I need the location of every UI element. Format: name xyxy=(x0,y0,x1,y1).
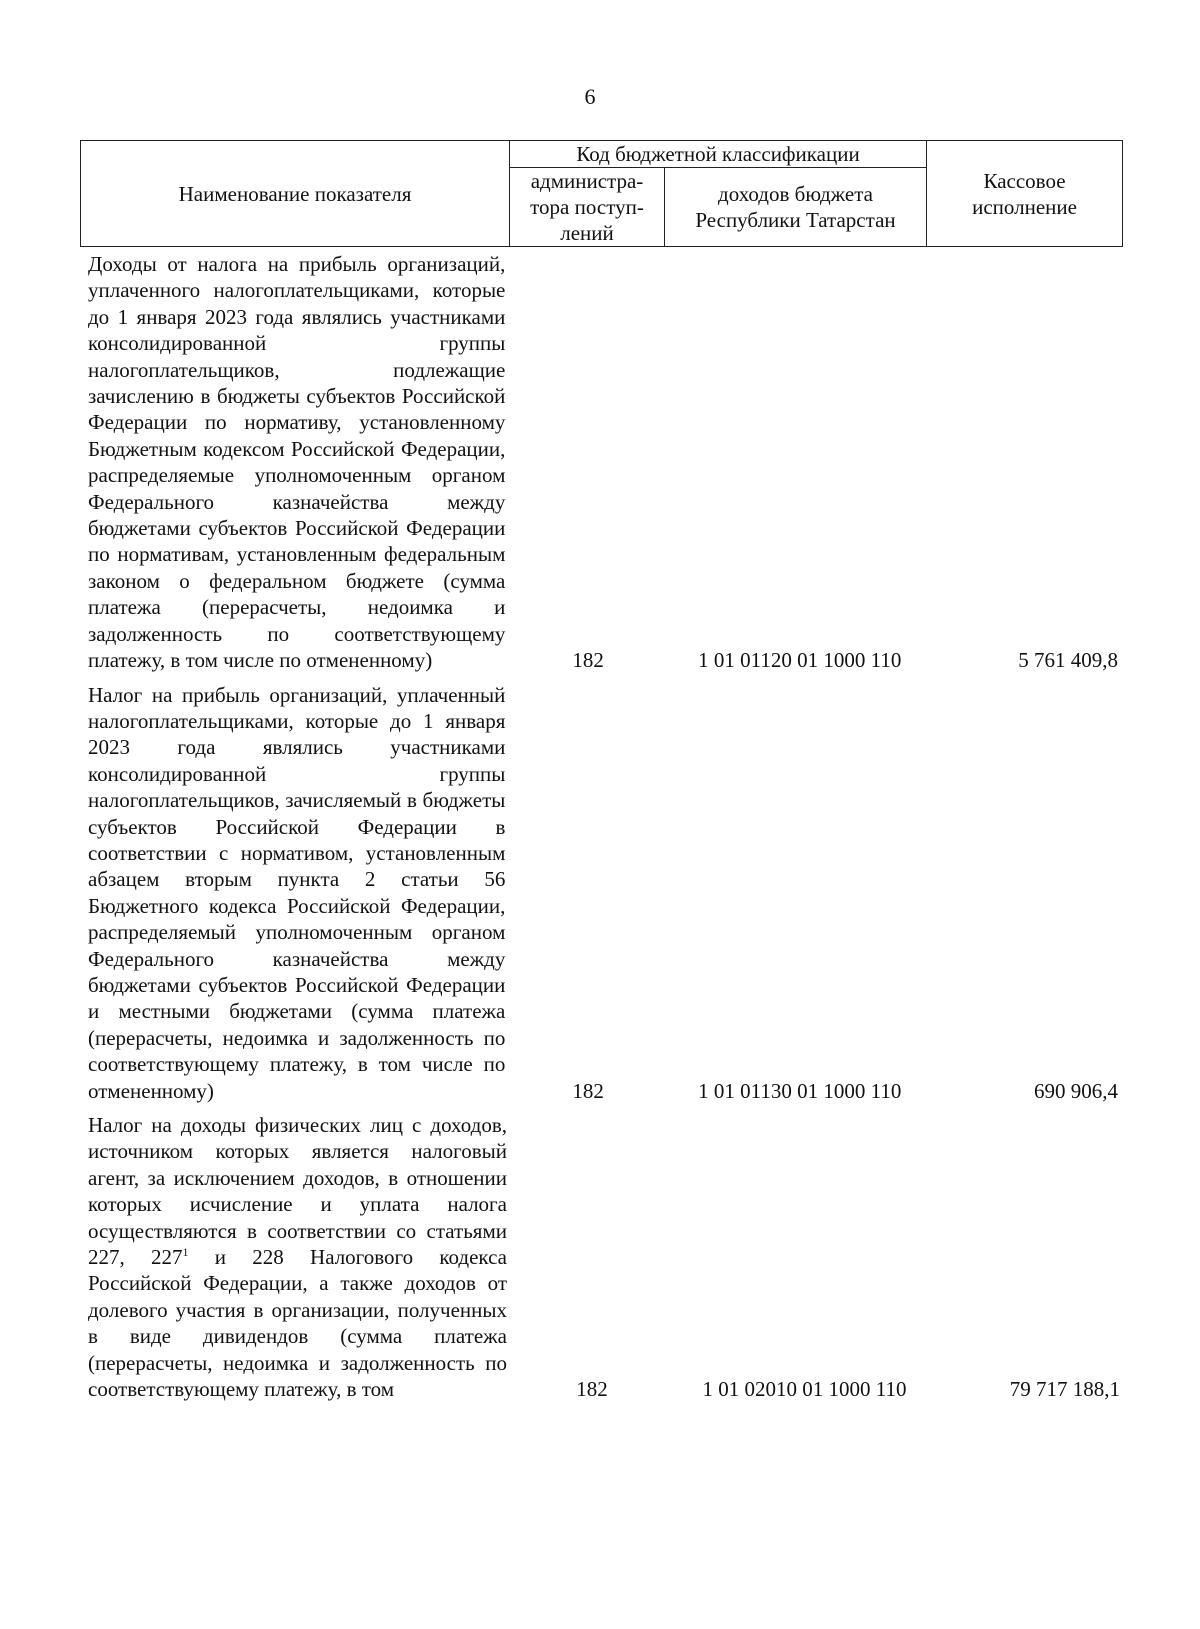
table-row xyxy=(88,251,1120,674)
administrator-code: 182 xyxy=(576,1377,608,1401)
revenue-code: 1 01 01130 01 1000 110 xyxy=(698,1078,902,1103)
page-number: 6 xyxy=(584,84,596,109)
revenue-code: 1 01 01120 01 1000 110 xyxy=(698,648,902,673)
indicator-name: Налог на доходы физических лиц с доходов, источником которых является налоговый агент, за исключением доходов, в отношении которых исчисление и уплата налога осуществляются в соответствии со статьями 227, $227^1$ и 228 Налогового кодекса Российской Федерации, а также доходов от долевого участия в организации, полученных в виде дивидендов (сумма платежа (перерасчеты, недоимка и задолженность по соответствующему платежу, в том xyxy=(88,1113,507,1402)
table-header xyxy=(80,140,1123,247)
cash-execution-amount: 690 906,4 xyxy=(1034,1078,1118,1103)
administrator-code: 182 xyxy=(572,648,604,673)
indicator-name: Доходы от налога на прибыль организаций, уплаченного налогоплательщиками, которые до 1 января 2023 года являлись участниками консолидированной группы налогоплательщиков, подлежащие зачислению в бюджеты субъектов Российской Федерации по нормативу, установленному Бюджетным кодексом Российской Федерации, распределяемые уполномоченным органом Федерального казначейства между бюджетами субъектов Российской Федерации по нормативам, установленным федеральным законом о федеральном бюджете (сумма платежа (перерасчеты, недоимка и задолженность по соответствующему платежу, в том числе по отмененному) xyxy=(88,252,506,673)
revenue-code: 1 01 02010 01 1000 110 xyxy=(702,1377,907,1401)
footnote-superscript: 1 xyxy=(182,1245,189,1260)
table-row xyxy=(88,1112,1120,1404)
indicator-name: Налог на прибыль организаций, уплаченный налогоплательщиками, которые до 1 января 2023 года являлись участниками консолидированной группы налогоплательщиков, зачисляемый в бюджеты субъектов Российской Федерации в соответствии с нормативом, установленным абзацем вторым пункта 2 статьи 56 Бюджетного кодекса Российской Федерации, распределяемый уполномоченным органом Федерального казначейства между бюджетами субъектов Российской Федерации и местными бюджетами (сумма платежа (перерасчеты, недоимка и задолженность по соответствующему платежу, в том числе по отмененному) xyxy=(88,682,506,1103)
cash-execution-amount: 79 717 188,1 xyxy=(1009,1377,1120,1401)
header-cash-execution: Кассовое исполнение xyxy=(927,141,1123,247)
header-revenue-code: доходов бюджета Республики Татарстан xyxy=(665,168,927,247)
administrator-code: 182 xyxy=(572,1078,604,1103)
table-body xyxy=(88,251,1120,1412)
header-indicator-name: Наименование показателя xyxy=(81,141,510,247)
header-budget-classification: Код бюджетной классификации xyxy=(510,141,927,168)
cash-execution-amount: 5 761 409,8 xyxy=(1018,648,1118,673)
header-administrator: администра- тора поступ- лений xyxy=(510,168,665,247)
table-row xyxy=(88,682,1120,1105)
